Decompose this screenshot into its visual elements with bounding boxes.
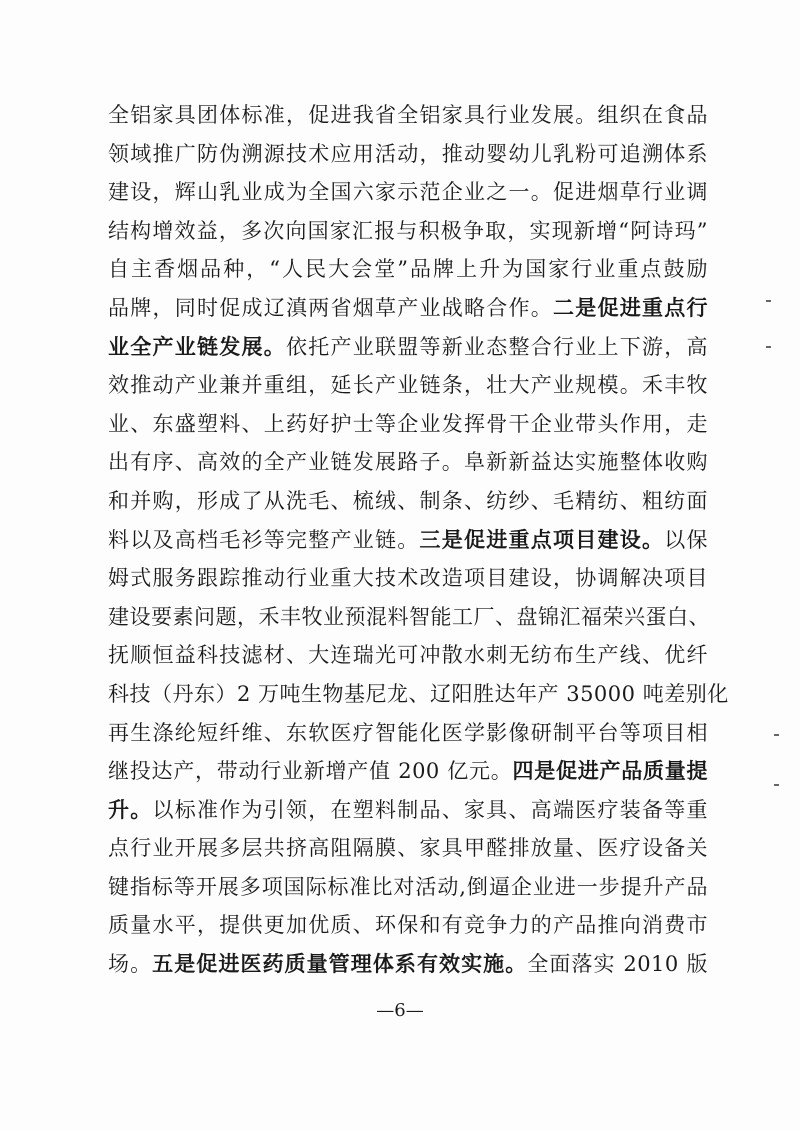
text-line: [108, 482, 708, 521]
body-text-run: 料以及高档毛衫等完整产业链。: [108, 527, 420, 552]
text-line: [108, 250, 708, 289]
text-line: [108, 212, 708, 251]
bold-heading-text: 三是促进重点项目建设。: [419, 526, 665, 552]
text-line: [108, 173, 708, 212]
bold-heading-text: 二是促进重点行: [553, 294, 708, 320]
text-line: [108, 96, 708, 135]
body-text-run: 场。: [108, 952, 153, 977]
body-text-run: 品牌，同时促成辽滇两省烟草产业战略合作。: [108, 295, 553, 320]
body-text-run: 建设要素问题，禾丰牧业预混料智能工厂、盘锦汇福荣兴蛋白、: [108, 604, 710, 629]
text-line: [108, 521, 708, 560]
bold-heading-text: 五是促进医药质量管理体系有效实施。: [152, 951, 528, 977]
body-text-run: 领域推广防伪溯源技术应用活动，推动婴幼儿乳粉可追溯体系: [108, 141, 708, 166]
text-line: [108, 328, 708, 367]
text-line: [108, 829, 708, 868]
text-line: [108, 791, 708, 830]
body-text-run: 业、东盛塑料、上药好护士等企业发挥骨干企业带头作用，走: [108, 411, 708, 436]
body-text-run: 键指标等开展多项国际标准比对活动,倒逼企业进一步提升产品: [108, 874, 708, 899]
margin-mark: [774, 734, 779, 736]
text-line: [108, 598, 708, 637]
text-line: [108, 636, 708, 675]
bold-heading-text: 业全产业链发展。: [108, 333, 286, 359]
page-number: —6—: [376, 1000, 424, 1021]
body-text-run: 全面落实 2010 版: [527, 952, 709, 977]
margin-mark: [774, 784, 779, 786]
text-line: [108, 945, 708, 984]
bold-heading-text: 四是促进产品质量提: [512, 758, 709, 784]
text-line: [108, 135, 708, 174]
body-text-run: 建设，辉山乳业成为全国六家示范企业之一。促进烟草行业调: [108, 180, 708, 205]
body-text-run: 出有序、高效的全产业链发展路子。阜新新益达实施整体收购: [108, 450, 708, 475]
bold-heading-text: 升。: [108, 796, 153, 822]
body-text-run: 以保: [664, 527, 708, 552]
text-line: [108, 714, 708, 753]
body-text-run: 姆式服务跟踪推动行业重大技术改造项目建设，协调解决项目: [108, 566, 708, 591]
body-text-run: 和并购，形成了从洗毛、梳绒、制条、纺纱、毛精纺、粗纺面: [108, 488, 708, 513]
text-line: [108, 559, 708, 598]
body-text: [108, 96, 729, 984]
text-line: [108, 366, 708, 405]
body-text-run: 继投达产，带动行业新增产值 200 亿元。: [108, 759, 513, 784]
text-line: [108, 443, 708, 482]
text-line: [108, 405, 708, 444]
text-line: [108, 675, 729, 714]
body-text-run: 以标准作为引领，在塑料制品、家具、高端医疗装备等重: [152, 797, 708, 822]
body-text-run: 点行业开展多层共挤高阻隔膜、家具甲醛排放量、医疗设备关: [108, 836, 708, 861]
body-text-run: 依托产业联盟等新业态整合行业上下游，高: [286, 334, 708, 359]
text-line: [108, 752, 708, 791]
body-text-run: 科技（丹东）2 万吨生物基尼龙、辽阳胜达年产 35000 吨差别化: [108, 681, 729, 706]
body-text-run: 质量水平，提供更加优质、环保和有竞争力的产品推向消费市: [108, 913, 708, 938]
body-text-run: 效推动产业兼并重组，延长产业链条，壮大产业规模。禾丰牧: [108, 373, 708, 398]
margin-mark: [766, 300, 771, 302]
body-text-run: 抚顺恒益科技滤材、大连瑞光可冲散水刺无纺布生产线、优纤: [108, 643, 708, 668]
text-line: [108, 289, 708, 328]
text-line: [108, 906, 708, 945]
margin-mark: [766, 346, 771, 348]
body-text-run: 全铝家具团体标准，促进我省全铝家具行业发展。组织在食品: [108, 103, 708, 127]
text-line: [108, 868, 708, 907]
body-text-run: 自主香烟品种，“人民大会堂”品牌上升为国家行业重点鼓励: [108, 257, 708, 282]
body-text-run: 结构增效益，多次向国家汇报与积极争取，实现新增“阿诗玛”: [108, 218, 708, 243]
body-text-run: 再生涤纶短纤维、东软医疗智能化医学影像研制平台等项目相: [108, 720, 708, 745]
